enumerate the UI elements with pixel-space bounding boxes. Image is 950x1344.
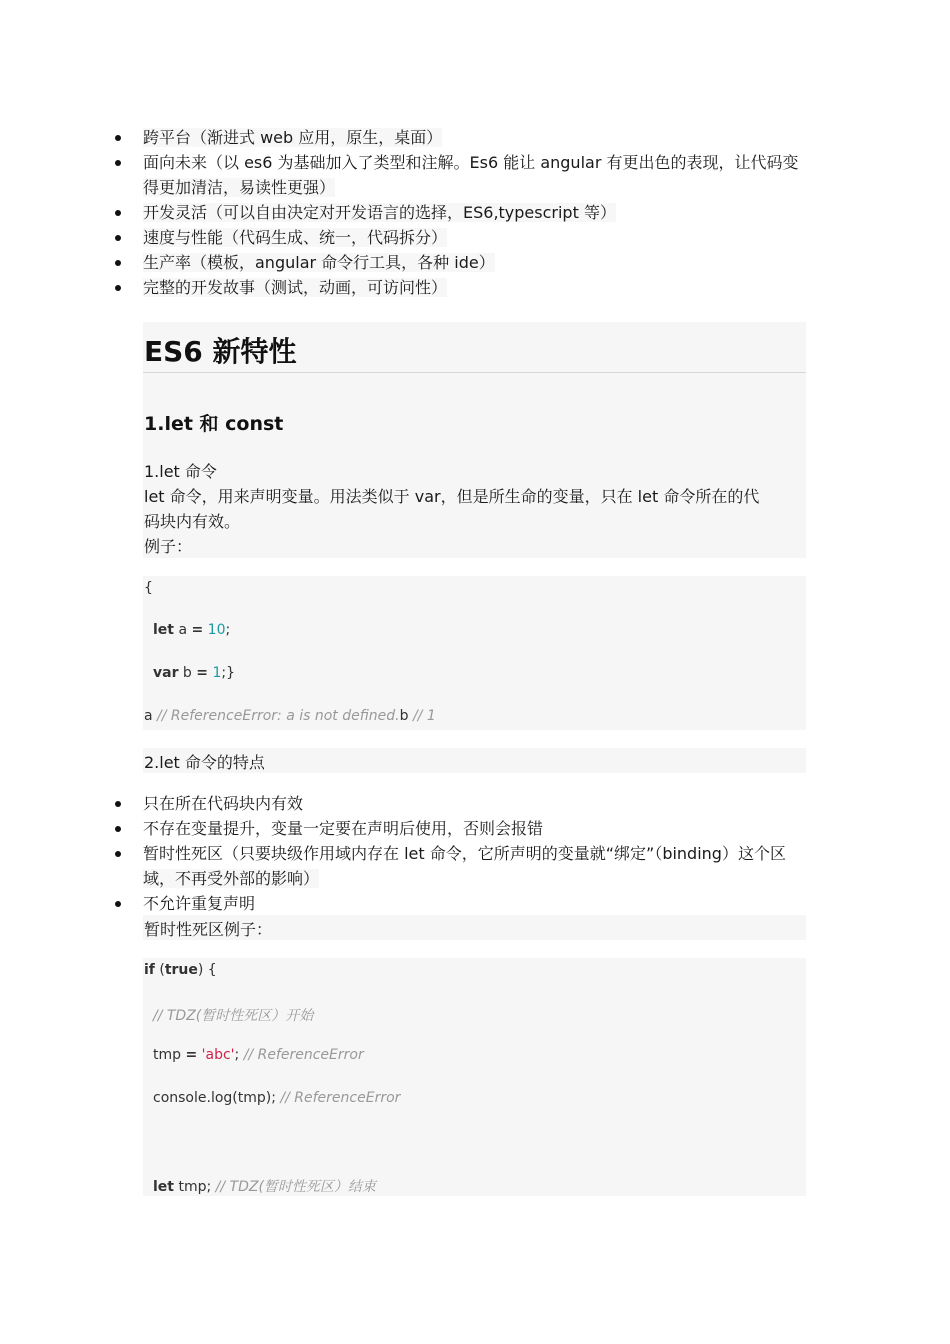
code-line: if (true) {: [144, 962, 217, 978]
code-line: // TDZ(暂时性死区）开始: [153, 1008, 314, 1024]
example-label: 例子：: [144, 537, 193, 556]
example-label: 暂时性死区例子：: [144, 920, 273, 939]
list-item: 完整的开发故事（测试，动画，可访问性）: [143, 275, 808, 300]
bullet-icon: [115, 235, 121, 241]
code-line: let tmp; // TDZ(暂时性死区）结束: [153, 1179, 376, 1195]
code-block: [143, 958, 806, 1196]
bullet-icon: [115, 901, 121, 907]
bullet-icon: [115, 801, 121, 807]
list-item: 开发灵活（可以自由决定对开发语言的选择，ES6,typescript 等）: [143, 200, 808, 225]
page-title: ES6 新特性: [144, 335, 297, 368]
code-line: a // ReferenceError: a is not defined.b // 1: [144, 708, 436, 724]
example-label-block: [143, 915, 806, 940]
heading-section: [143, 322, 806, 373]
list-item: 面向未来（以 es6 为基础加入了类型和注解。Es6 能让 angular 有更出色的表现，让代码变 得更加清洁，易读性更强）: [143, 150, 808, 200]
code-line: {: [144, 580, 153, 596]
bullet-icon: [115, 260, 121, 266]
list-item: 暂时性死区（只要块级作用域内存在 let 命令，它所声明的变量就“绑定”（binding）这个区 域，不再受外部的影响）: [143, 841, 808, 891]
section-heading: 1.let 和 const: [144, 413, 284, 435]
bullet-icon: [115, 160, 121, 166]
list-item: 生产率（模板，angular 命令行工具，各种 ide）: [143, 250, 808, 275]
intro-bullet-list: [143, 125, 808, 300]
feature-bullet-list: [143, 791, 808, 916]
code-block: [143, 576, 806, 730]
bullet-icon: [115, 851, 121, 857]
code-line: tmp = 'abc'; // ReferenceError: [153, 1047, 364, 1063]
subheading-block: [143, 748, 806, 773]
list-item: 速度与性能（代码生成、统一，代码拆分）: [143, 225, 808, 250]
paragraph-line: let 命令，用来声明变量。用法类似于 var，但是所生命的变量，只在 let 命令所在的代: [144, 487, 760, 506]
code-line: var b = 1;}: [153, 665, 236, 681]
bullet-icon: [115, 135, 121, 141]
let-const-section: [143, 373, 806, 558]
bullet-icon: [115, 285, 121, 291]
let-command-paragraph: [144, 459, 807, 559]
subheading: 1.let 命令: [144, 462, 217, 481]
list-item: 只在所在代码块内有效: [143, 791, 808, 816]
code-line: console.log(tmp); // ReferenceError: [153, 1090, 401, 1106]
list-item: 不允许重复声明: [143, 891, 808, 916]
code-line: let a = 10;: [153, 622, 231, 638]
bullet-icon: [115, 826, 121, 832]
bullet-icon: [115, 210, 121, 216]
list-item: 跨平台（渐进式 web 应用，原生，桌面）: [143, 125, 808, 150]
subheading: 2.let 命令的特点: [144, 753, 265, 772]
list-item: 不存在变量提升，变量一定要在声明后使用，否则会报错: [143, 816, 808, 841]
paragraph-line: 码块内有效。: [144, 512, 241, 531]
